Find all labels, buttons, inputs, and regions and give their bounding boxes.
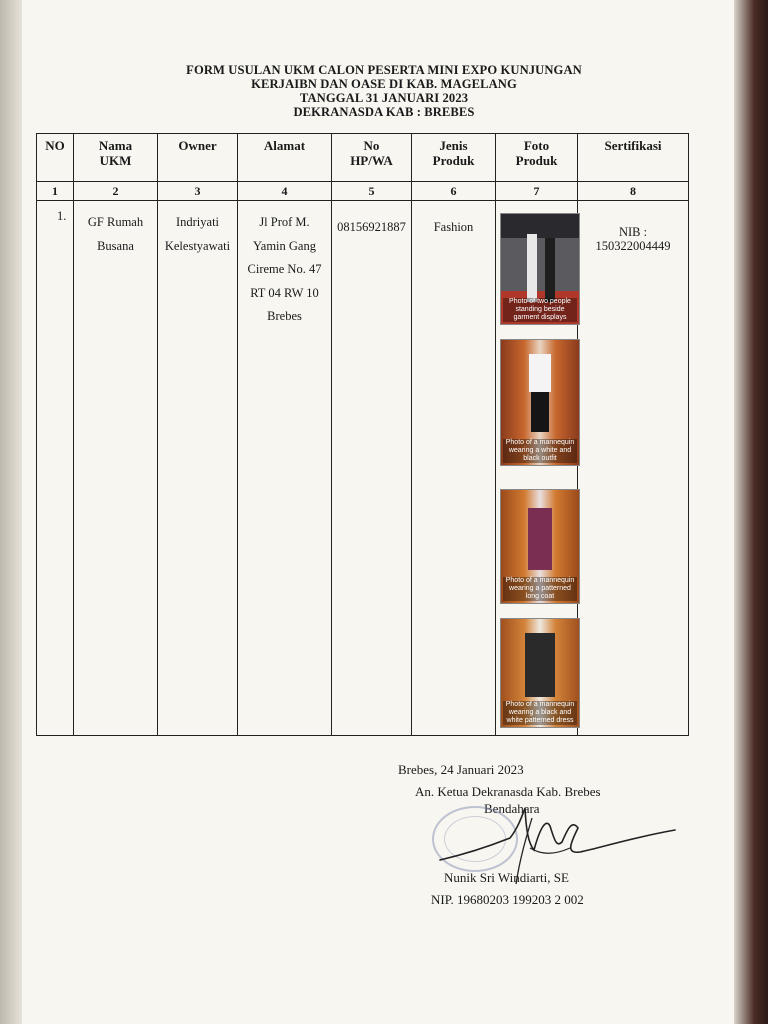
cell-no: 1.: [37, 201, 74, 736]
column-number: 2: [74, 182, 158, 201]
on-behalf-line: An. Ketua Dekranasda Kab. Brebes: [415, 784, 601, 799]
header-foto-produk: Foto Produk: [496, 134, 578, 182]
table-row: [37, 201, 689, 736]
title-line-2: KERJAIBN DAN OASE DI KAB. MAGELANG: [251, 77, 517, 91]
cell-foto-produk: [496, 201, 578, 736]
photo-description: Photo of two people standing beside garment displays: [503, 298, 577, 322]
column-number: 5: [332, 182, 412, 201]
column-number: 4: [238, 182, 332, 201]
column-number: 6: [412, 182, 496, 201]
column-number: 8: [578, 182, 689, 201]
cell-nama-ukm: GF Rumah Busana: [74, 201, 158, 736]
header-owner: Owner: [158, 134, 238, 182]
form-title: [100, 63, 668, 119]
cell-alamat: Jl Prof M. Yamin Gang Cireme No. 47 RT 04 RW 10 Brebes: [238, 201, 332, 736]
header-jenis-produk: Jenis Produk: [412, 134, 496, 182]
signer-position: Bendahara: [484, 801, 540, 816]
header-no: NO: [37, 134, 74, 182]
header-row: [37, 134, 689, 182]
scan-left-edge: [0, 0, 22, 1024]
column-number: 3: [158, 182, 238, 201]
header-sertifikasi: Sertifikasi: [578, 134, 689, 182]
place-date: Brebes, 24 Januari 2023: [398, 762, 524, 777]
title-line-4: DEKRANASDA KAB : BREBES: [293, 105, 475, 119]
product-photo-1: [500, 213, 580, 325]
column-number-row: [37, 182, 689, 201]
column-number: 7: [496, 182, 578, 201]
product-photo-3: [500, 489, 580, 604]
ukm-table: [36, 133, 689, 736]
cell-jenis-produk: Fashion: [412, 201, 496, 736]
header-alamat: Alamat: [238, 134, 332, 182]
signer-nip: NIP. 19680203 199203 2 002: [431, 892, 584, 907]
header-hp-wa: No HP/WA: [332, 134, 412, 182]
title-line-1: FORM USULAN UKM CALON PESERTA MINI EXPO KUNJUNGAN: [186, 63, 582, 77]
photo-description: Photo of a mannequin wearing a black and white patterned dress: [503, 701, 577, 725]
product-photo-4: [500, 618, 580, 728]
cell-hp-wa: 08156921887: [332, 201, 412, 736]
photo-description: Photo of a mannequin wearing a white and black outfit: [503, 439, 577, 463]
scan-right-edge: [734, 0, 768, 1024]
photo-description: Photo of a mannequin wearing a patterned long coat: [503, 577, 577, 601]
title-line-3: TANGGAL 31 JANUARI 2023: [299, 91, 469, 105]
cell-owner: Indriyati Kelestyawati: [158, 201, 238, 736]
cell-sertifikasi: NIB : 150322004449: [578, 201, 689, 736]
column-number: 1: [37, 182, 74, 201]
product-photo-2: [500, 339, 580, 466]
signer-name: Nunik Sri Windiarti, SE: [444, 870, 569, 885]
header-nama-ukm: Nama UKM: [74, 134, 158, 182]
